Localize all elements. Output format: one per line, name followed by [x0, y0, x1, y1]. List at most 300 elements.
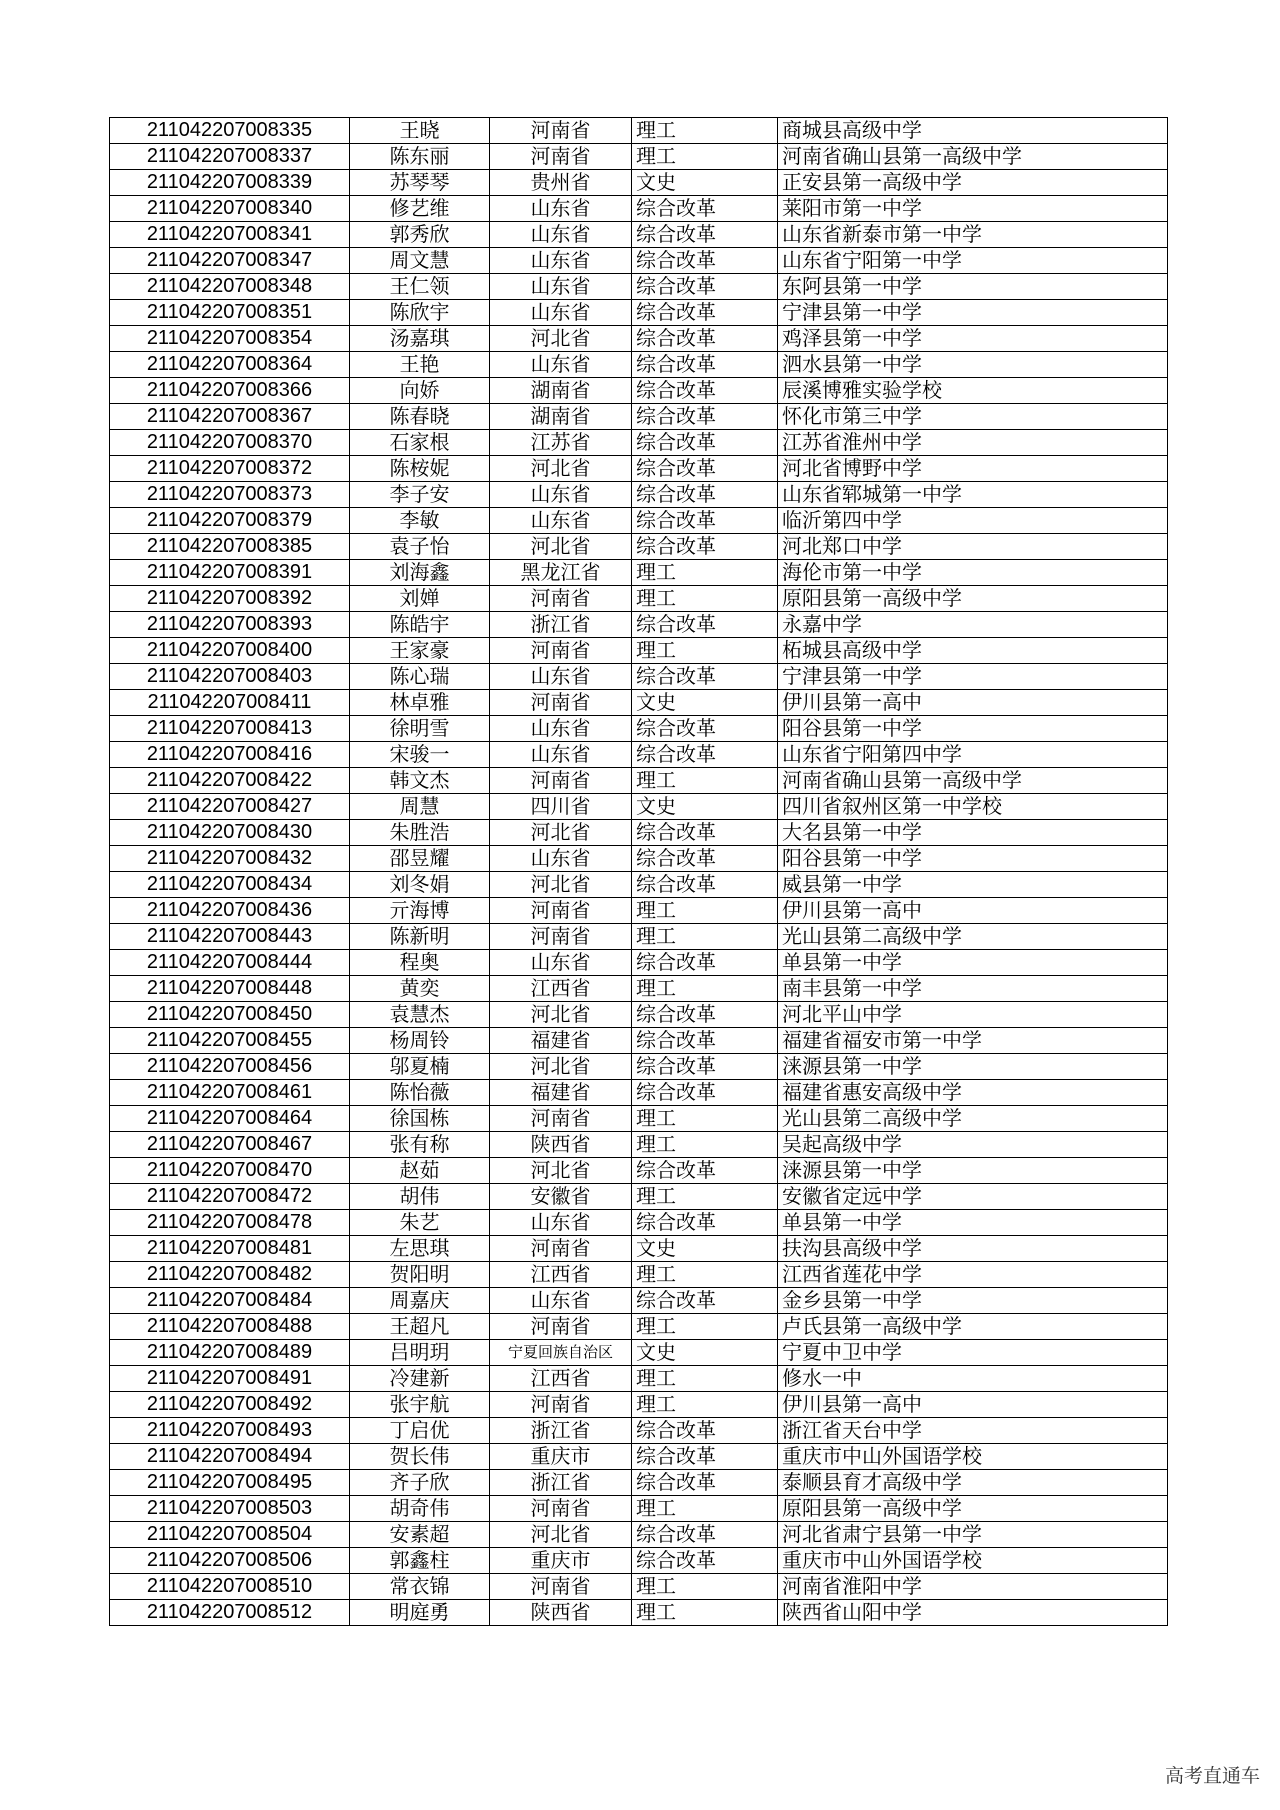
subject-track-cell: 综合改革 [632, 1158, 778, 1184]
table-row [110, 976, 1168, 1002]
subject-track-cell: 综合改革 [632, 378, 778, 404]
exam-id-cell: 211042207008416 [110, 742, 350, 768]
school-name-cell: 原阳县第一高级中学 [778, 586, 1168, 612]
table-row [110, 794, 1168, 820]
province-cell: 湖南省 [490, 404, 632, 430]
school-name-cell: 浙江省天台中学 [778, 1418, 1168, 1444]
student-name-cell: 陈怡薇 [350, 1080, 490, 1106]
student-name-cell: 朱艺 [350, 1210, 490, 1236]
table-row [110, 274, 1168, 300]
school-name-cell: 莱阳市第一中学 [778, 196, 1168, 222]
table-row [110, 1340, 1168, 1366]
exam-id-cell: 211042207008464 [110, 1106, 350, 1132]
exam-id-cell: 211042207008385 [110, 534, 350, 560]
exam-id-cell: 211042207008494 [110, 1444, 350, 1470]
exam-id-cell: 211042207008450 [110, 1002, 350, 1028]
student-name-cell: 修艺维 [350, 196, 490, 222]
student-name-cell: 张有称 [350, 1132, 490, 1158]
student-name-cell: 周文慧 [350, 248, 490, 274]
table-row [110, 352, 1168, 378]
school-name-cell: 光山县第二高级中学 [778, 924, 1168, 950]
province-cell: 河北省 [490, 1002, 632, 1028]
school-name-cell: 宁津县第一中学 [778, 300, 1168, 326]
school-name-cell: 泰顺县育才高级中学 [778, 1470, 1168, 1496]
subject-track-cell: 理工 [632, 1496, 778, 1522]
subject-track-cell: 综合改革 [632, 1028, 778, 1054]
school-name-cell: 重庆市中山外国语学校 [778, 1548, 1168, 1574]
school-name-cell: 山东省郓城第一中学 [778, 482, 1168, 508]
exam-id-cell: 211042207008470 [110, 1158, 350, 1184]
subject-track-cell: 综合改革 [632, 1288, 778, 1314]
school-name-cell: 阳谷县第一中学 [778, 716, 1168, 742]
province-cell: 河北省 [490, 456, 632, 482]
province-cell: 河南省 [490, 1314, 632, 1340]
student-name-cell: 刘婵 [350, 586, 490, 612]
exam-id-cell: 211042207008370 [110, 430, 350, 456]
school-name-cell: 阳谷县第一中学 [778, 846, 1168, 872]
exam-id-cell: 211042207008392 [110, 586, 350, 612]
exam-id-cell: 211042207008443 [110, 924, 350, 950]
school-name-cell: 威县第一中学 [778, 872, 1168, 898]
exam-id-cell: 211042207008492 [110, 1392, 350, 1418]
student-name-cell: 李子安 [350, 482, 490, 508]
exam-id-cell: 211042207008436 [110, 898, 350, 924]
school-name-cell: 金乡县第一中学 [778, 1288, 1168, 1314]
student-name-cell: 刘冬娟 [350, 872, 490, 898]
student-name-cell: 赵茹 [350, 1158, 490, 1184]
exam-id-cell: 211042207008340 [110, 196, 350, 222]
exam-id-cell: 211042207008455 [110, 1028, 350, 1054]
student-name-cell: 宋骏一 [350, 742, 490, 768]
province-cell: 山东省 [490, 274, 632, 300]
table-row [110, 1522, 1168, 1548]
exam-id-cell: 211042207008506 [110, 1548, 350, 1574]
student-name-cell: 贺阳明 [350, 1262, 490, 1288]
table-row [110, 1600, 1168, 1626]
table-row [110, 1314, 1168, 1340]
province-cell: 山东省 [490, 508, 632, 534]
student-name-cell: 徐国栋 [350, 1106, 490, 1132]
table-row [110, 1184, 1168, 1210]
province-cell: 山东省 [490, 248, 632, 274]
exam-id-cell: 211042207008411 [110, 690, 350, 716]
table-row [110, 456, 1168, 482]
exam-id-cell: 211042207008430 [110, 820, 350, 846]
exam-id-cell: 211042207008373 [110, 482, 350, 508]
subject-track-cell: 综合改革 [632, 222, 778, 248]
table-row [110, 144, 1168, 170]
table-row [110, 430, 1168, 456]
student-name-cell: 明庭勇 [350, 1600, 490, 1626]
student-name-cell: 陈新明 [350, 924, 490, 950]
table-row [110, 1132, 1168, 1158]
school-name-cell: 伊川县第一高中 [778, 898, 1168, 924]
table-row [110, 508, 1168, 534]
province-cell: 山东省 [490, 352, 632, 378]
subject-track-cell: 综合改革 [632, 1522, 778, 1548]
subject-track-cell: 综合改革 [632, 742, 778, 768]
subject-track-cell: 理工 [632, 144, 778, 170]
exam-id-cell: 211042207008400 [110, 638, 350, 664]
subject-track-cell: 综合改革 [632, 248, 778, 274]
exam-id-cell: 211042207008488 [110, 1314, 350, 1340]
table-row [110, 1548, 1168, 1574]
student-name-cell: 陈东丽 [350, 144, 490, 170]
subject-track-cell: 文史 [632, 1340, 778, 1366]
province-cell: 山东省 [490, 482, 632, 508]
school-name-cell: 临沂第四中学 [778, 508, 1168, 534]
table-row [110, 768, 1168, 794]
student-name-cell: 亓海博 [350, 898, 490, 924]
student-name-cell: 陈春晓 [350, 404, 490, 430]
subject-track-cell: 理工 [632, 1600, 778, 1626]
student-name-cell: 齐子欣 [350, 1470, 490, 1496]
subject-track-cell: 理工 [632, 1106, 778, 1132]
table-row [110, 1002, 1168, 1028]
school-name-cell: 伊川县第一高中 [778, 690, 1168, 716]
subject-track-cell: 综合改革 [632, 482, 778, 508]
school-name-cell: 光山县第二高级中学 [778, 1106, 1168, 1132]
province-cell: 河北省 [490, 820, 632, 846]
school-name-cell: 河北郑口中学 [778, 534, 1168, 560]
table-row [110, 950, 1168, 976]
student-name-cell: 张宇航 [350, 1392, 490, 1418]
student-name-cell: 王艳 [350, 352, 490, 378]
subject-track-cell: 综合改革 [632, 1080, 778, 1106]
province-cell: 贵州省 [490, 170, 632, 196]
table-row [110, 846, 1168, 872]
province-cell: 河南省 [490, 690, 632, 716]
school-name-cell: 河南省淮阳中学 [778, 1574, 1168, 1600]
table-row [110, 690, 1168, 716]
table-row [110, 664, 1168, 690]
province-cell: 山东省 [490, 846, 632, 872]
school-name-cell: 河南省确山县第一高级中学 [778, 144, 1168, 170]
student-name-cell: 林卓雅 [350, 690, 490, 716]
student-name-cell: 丁启优 [350, 1418, 490, 1444]
table-row [110, 118, 1168, 144]
table-row [110, 716, 1168, 742]
subject-track-cell: 理工 [632, 1184, 778, 1210]
subject-track-cell: 理工 [632, 586, 778, 612]
student-name-cell: 程奥 [350, 950, 490, 976]
table-row [110, 1054, 1168, 1080]
province-cell: 河北省 [490, 326, 632, 352]
exam-id-cell: 211042207008481 [110, 1236, 350, 1262]
subject-track-cell: 理工 [632, 768, 778, 794]
table-row [110, 586, 1168, 612]
student-name-cell: 冷建新 [350, 1366, 490, 1392]
province-cell: 河北省 [490, 872, 632, 898]
school-name-cell: 南丰县第一中学 [778, 976, 1168, 1002]
school-name-cell: 重庆市中山外国语学校 [778, 1444, 1168, 1470]
exam-id-cell: 211042207008393 [110, 612, 350, 638]
exam-id-cell: 211042207008472 [110, 1184, 350, 1210]
exam-id-cell: 211042207008461 [110, 1080, 350, 1106]
roster-table-body [110, 118, 1168, 1626]
subject-track-cell: 理工 [632, 1132, 778, 1158]
student-name-cell: 王晓 [350, 118, 490, 144]
school-name-cell: 吴起高级中学 [778, 1132, 1168, 1158]
table-row [110, 170, 1168, 196]
watermark-text: 高考直通车 [1164, 1765, 1260, 1787]
student-name-cell: 石家根 [350, 430, 490, 456]
student-name-cell: 王超凡 [350, 1314, 490, 1340]
table-row [110, 300, 1168, 326]
province-cell: 山东省 [490, 1210, 632, 1236]
province-cell: 江苏省 [490, 430, 632, 456]
student-name-cell: 王仁领 [350, 274, 490, 300]
school-name-cell: 山东省宁阳第四中学 [778, 742, 1168, 768]
province-cell: 福建省 [490, 1080, 632, 1106]
school-name-cell: 江西省莲花中学 [778, 1262, 1168, 1288]
table-row [110, 1236, 1168, 1262]
student-name-cell: 邵昱耀 [350, 846, 490, 872]
exam-id-cell: 211042207008391 [110, 560, 350, 586]
province-cell: 安徽省 [490, 1184, 632, 1210]
province-cell: 四川省 [490, 794, 632, 820]
exam-id-cell: 211042207008335 [110, 118, 350, 144]
school-name-cell: 修水一中 [778, 1366, 1168, 1392]
school-name-cell: 山东省宁阳第一中学 [778, 248, 1168, 274]
province-cell: 河北省 [490, 1522, 632, 1548]
roster-table [109, 117, 1168, 1626]
table-row [110, 924, 1168, 950]
student-name-cell: 郭秀欣 [350, 222, 490, 248]
school-name-cell: 福建省惠安高级中学 [778, 1080, 1168, 1106]
subject-track-cell: 综合改革 [632, 1444, 778, 1470]
exam-id-cell: 211042207008491 [110, 1366, 350, 1392]
province-cell: 河北省 [490, 1158, 632, 1184]
exam-id-cell: 211042207008339 [110, 170, 350, 196]
table-row [110, 820, 1168, 846]
table-row [110, 1366, 1168, 1392]
student-name-cell: 苏琴琴 [350, 170, 490, 196]
school-name-cell: 河北省博野中学 [778, 456, 1168, 482]
school-name-cell: 怀化市第三中学 [778, 404, 1168, 430]
exam-id-cell: 211042207008478 [110, 1210, 350, 1236]
table-row [110, 872, 1168, 898]
subject-track-cell: 综合改革 [632, 534, 778, 560]
exam-id-cell: 211042207008434 [110, 872, 350, 898]
subject-track-cell: 综合改革 [632, 456, 778, 482]
table-row [110, 1470, 1168, 1496]
subject-track-cell: 理工 [632, 1366, 778, 1392]
exam-id-cell: 211042207008493 [110, 1418, 350, 1444]
province-cell: 陕西省 [490, 1132, 632, 1158]
province-cell: 河南省 [490, 898, 632, 924]
table-row [110, 898, 1168, 924]
exam-id-cell: 211042207008427 [110, 794, 350, 820]
province-cell: 重庆市 [490, 1548, 632, 1574]
province-cell: 浙江省 [490, 1470, 632, 1496]
roster-sheet [109, 117, 1167, 1626]
subject-track-cell: 文史 [632, 170, 778, 196]
student-name-cell: 李敏 [350, 508, 490, 534]
table-row [110, 638, 1168, 664]
table-row [110, 1574, 1168, 1600]
exam-id-cell: 211042207008347 [110, 248, 350, 274]
school-name-cell: 商城县高级中学 [778, 118, 1168, 144]
province-cell: 江西省 [490, 976, 632, 1002]
province-cell: 重庆市 [490, 1444, 632, 1470]
school-name-cell: 单县第一中学 [778, 950, 1168, 976]
subject-track-cell: 综合改革 [632, 430, 778, 456]
subject-track-cell: 综合改革 [632, 352, 778, 378]
province-cell: 山东省 [490, 300, 632, 326]
subject-track-cell: 理工 [632, 898, 778, 924]
province-cell: 河北省 [490, 1054, 632, 1080]
student-name-cell: 吕明玥 [350, 1340, 490, 1366]
exam-id-cell: 211042207008413 [110, 716, 350, 742]
school-name-cell: 单县第一中学 [778, 1210, 1168, 1236]
subject-track-cell: 综合改革 [632, 872, 778, 898]
exam-id-cell: 211042207008484 [110, 1288, 350, 1314]
province-cell: 河南省 [490, 144, 632, 170]
subject-track-cell: 综合改革 [632, 326, 778, 352]
subject-track-cell: 综合改革 [632, 950, 778, 976]
school-name-cell: 泗水县第一中学 [778, 352, 1168, 378]
province-cell: 山东省 [490, 196, 632, 222]
exam-id-cell: 211042207008372 [110, 456, 350, 482]
subject-track-cell: 理工 [632, 924, 778, 950]
subject-track-cell: 综合改革 [632, 1054, 778, 1080]
table-row [110, 1288, 1168, 1314]
student-name-cell: 郭鑫柱 [350, 1548, 490, 1574]
table-row [110, 1106, 1168, 1132]
student-name-cell: 安素超 [350, 1522, 490, 1548]
student-name-cell: 陈桉妮 [350, 456, 490, 482]
table-row [110, 1210, 1168, 1236]
exam-id-cell: 211042207008448 [110, 976, 350, 1002]
subject-track-cell: 综合改革 [632, 1470, 778, 1496]
province-cell: 河南省 [490, 1106, 632, 1132]
student-name-cell: 袁慧杰 [350, 1002, 490, 1028]
school-name-cell: 鸡泽县第一中学 [778, 326, 1168, 352]
subject-track-cell: 理工 [632, 1392, 778, 1418]
student-name-cell: 向娇 [350, 378, 490, 404]
exam-id-cell: 211042207008444 [110, 950, 350, 976]
subject-track-cell: 综合改革 [632, 820, 778, 846]
subject-track-cell: 文史 [632, 690, 778, 716]
province-cell: 山东省 [490, 222, 632, 248]
school-name-cell: 四川省叙州区第一中学校 [778, 794, 1168, 820]
exam-id-cell: 211042207008510 [110, 1574, 350, 1600]
school-name-cell: 永嘉中学 [778, 612, 1168, 638]
table-row [110, 196, 1168, 222]
province-cell: 山东省 [490, 742, 632, 768]
student-name-cell: 常衣锦 [350, 1574, 490, 1600]
table-row [110, 560, 1168, 586]
province-cell: 河南省 [490, 768, 632, 794]
subject-track-cell: 综合改革 [632, 300, 778, 326]
table-row [110, 378, 1168, 404]
exam-id-cell: 211042207008341 [110, 222, 350, 248]
subject-track-cell: 理工 [632, 976, 778, 1002]
table-row [110, 1158, 1168, 1184]
subject-track-cell: 文史 [632, 794, 778, 820]
school-name-cell: 正安县第一高级中学 [778, 170, 1168, 196]
table-row [110, 1496, 1168, 1522]
school-name-cell: 东阿县第一中学 [778, 274, 1168, 300]
subject-track-cell: 综合改革 [632, 716, 778, 742]
school-name-cell: 大名县第一中学 [778, 820, 1168, 846]
province-cell: 河北省 [490, 534, 632, 560]
school-name-cell: 柘城县高级中学 [778, 638, 1168, 664]
table-row [110, 326, 1168, 352]
exam-id-cell: 211042207008456 [110, 1054, 350, 1080]
table-row [110, 612, 1168, 638]
student-name-cell: 王家豪 [350, 638, 490, 664]
student-name-cell: 徐明雪 [350, 716, 490, 742]
student-name-cell: 周嘉庆 [350, 1288, 490, 1314]
exam-id-cell: 211042207008495 [110, 1470, 350, 1496]
school-name-cell: 涞源县第一中学 [778, 1054, 1168, 1080]
subject-track-cell: 理工 [632, 118, 778, 144]
school-name-cell: 扶沟县高级中学 [778, 1236, 1168, 1262]
province-cell: 河南省 [490, 1236, 632, 1262]
province-cell: 陕西省 [490, 1600, 632, 1626]
exam-id-cell: 211042207008367 [110, 404, 350, 430]
table-row [110, 1262, 1168, 1288]
subject-track-cell: 综合改革 [632, 1418, 778, 1444]
school-name-cell: 海伦市第一中学 [778, 560, 1168, 586]
province-cell: 河南省 [490, 638, 632, 664]
student-name-cell: 汤嘉琪 [350, 326, 490, 352]
subject-track-cell: 综合改革 [632, 664, 778, 690]
exam-id-cell: 211042207008422 [110, 768, 350, 794]
student-name-cell: 刘海鑫 [350, 560, 490, 586]
subject-track-cell: 理工 [632, 1262, 778, 1288]
province-cell: 湖南省 [490, 378, 632, 404]
table-row [110, 1028, 1168, 1054]
school-name-cell: 宁津县第一中学 [778, 664, 1168, 690]
province-cell: 山东省 [490, 664, 632, 690]
school-name-cell: 宁夏中卫中学 [778, 1340, 1168, 1366]
student-name-cell: 韩文杰 [350, 768, 490, 794]
province-cell: 江西省 [490, 1262, 632, 1288]
province-cell: 山东省 [490, 950, 632, 976]
student-name-cell: 陈心瑞 [350, 664, 490, 690]
province-cell: 福建省 [490, 1028, 632, 1054]
exam-id-cell: 211042207008351 [110, 300, 350, 326]
school-name-cell: 陕西省山阳中学 [778, 1600, 1168, 1626]
province-cell: 江西省 [490, 1366, 632, 1392]
school-name-cell: 江苏省淮州中学 [778, 430, 1168, 456]
province-cell: 黑龙江省 [490, 560, 632, 586]
province-cell: 河南省 [490, 586, 632, 612]
school-name-cell: 河南省确山县第一高级中学 [778, 768, 1168, 794]
exam-id-cell: 211042207008337 [110, 144, 350, 170]
province-cell: 河南省 [490, 1496, 632, 1522]
province-cell: 河南省 [490, 1392, 632, 1418]
student-name-cell: 袁子怡 [350, 534, 490, 560]
exam-id-cell: 211042207008467 [110, 1132, 350, 1158]
table-row [110, 1418, 1168, 1444]
student-name-cell: 邬夏楠 [350, 1054, 490, 1080]
exam-id-cell: 211042207008512 [110, 1600, 350, 1626]
school-name-cell: 安徽省定远中学 [778, 1184, 1168, 1210]
province-cell: 河南省 [490, 924, 632, 950]
subject-track-cell: 综合改革 [632, 196, 778, 222]
exam-id-cell: 211042207008489 [110, 1340, 350, 1366]
province-cell: 山东省 [490, 716, 632, 742]
province-cell: 浙江省 [490, 612, 632, 638]
school-name-cell: 卢氏县第一高级中学 [778, 1314, 1168, 1340]
exam-id-cell: 211042207008403 [110, 664, 350, 690]
table-row [110, 1080, 1168, 1106]
province-cell: 山东省 [490, 1288, 632, 1314]
